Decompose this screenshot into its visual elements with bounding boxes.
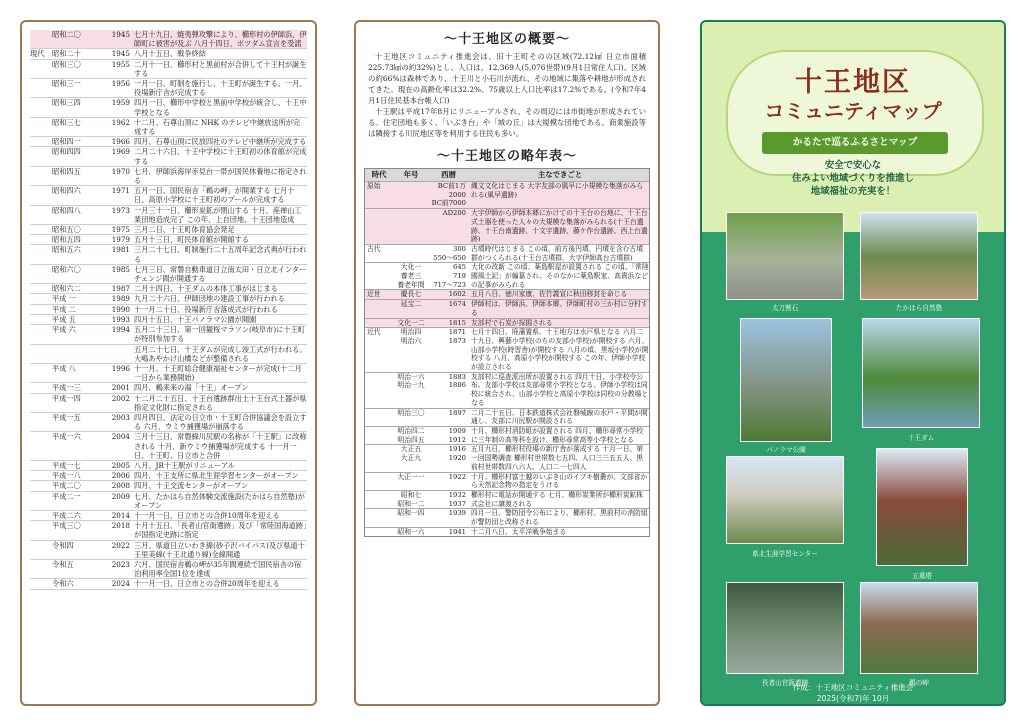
chronology-era [365, 528, 391, 537]
timeline-era [30, 98, 52, 116]
chronology-era: 近代 [367, 328, 381, 337]
chronology-event: 十月、櫛形村消防組が設置される 四月、櫛形尋常小学校に三年制の高等科を設け、櫛形尋常高等小学校となる [471, 426, 644, 444]
chronology-event: 伊師村は、伊師浜、伊師本郷、伊師町村の三か村に分村する [471, 300, 648, 317]
timeline-year: 昭和六二 [52, 284, 81, 294]
cover-title-1: 十王地区 [795, 67, 911, 98]
timeline-event: 十一月二十日、役場新庁舎落成式が行われる [134, 304, 278, 314]
timeline-row [30, 186, 307, 205]
cover-panel [700, 20, 1006, 706]
timeline-year: 昭和五六 [52, 245, 81, 255]
chronology-header [365, 169, 649, 181]
timeline-era [30, 265, 52, 283]
photo-kenpoku-learning-center [726, 456, 844, 544]
chronology-year: 明治四 明治六 [400, 328, 422, 345]
timeline-ad: 2014 [111, 510, 130, 520]
timeline-year: 昭和三〇 [52, 59, 81, 69]
overview-panel [354, 20, 660, 706]
caption-unomisaki: 鵜の岬 [909, 679, 929, 687]
timeline-year: 昭和三一 [52, 79, 81, 89]
timeline-era: 現代 [30, 49, 45, 59]
timeline-row [30, 394, 307, 413]
timeline-year: 平成一七 [52, 460, 81, 470]
timeline-row [30, 521, 307, 540]
caption-five-story-pagoda: 五重塔 [912, 572, 932, 580]
timeline-row [30, 383, 307, 393]
timeline-year: 平成 八 [52, 363, 76, 373]
timeline-era [30, 315, 52, 324]
chronology-year: 明治四二 明治四五 [397, 426, 425, 444]
timeline-event: 三月二十七日、町制施行二十五周年記念式典が行われる [134, 245, 307, 264]
timeline-row [30, 137, 307, 147]
timeline-ad: 1979 [111, 235, 130, 245]
timeline-ad: 1990 [111, 304, 130, 314]
timeline-year: 昭和三七 [52, 117, 81, 127]
timeline-era [30, 461, 52, 470]
timeline-era [30, 492, 52, 510]
timeline-year: 平成一三 [52, 383, 81, 393]
timeline-year: 平成 二 [52, 304, 76, 314]
timeline-ad: 2022 [111, 540, 130, 550]
timeline-row [30, 265, 307, 284]
caption-juo-dam: 十王ダム [907, 434, 935, 442]
chronology-era [365, 300, 391, 317]
chronology-ad: 1871 1873 [448, 328, 466, 345]
timeline-ad: 1955 [111, 59, 130, 69]
chronology-year: 明治一六 明治一九 [397, 372, 425, 390]
timeline-ad: 1996 [111, 363, 130, 373]
timeline-row [30, 579, 307, 589]
photo-tachiwari-ishi [726, 212, 844, 300]
timeline-event: 七月、たかはら自然体験交流施設(たかはら自然塾)がオープン [134, 491, 305, 510]
timeline-ad: 2001 [111, 383, 130, 393]
chronology-event: 五月九日、櫛形村役場の新庁舎が落成する 十月一日、第一回国勢調査 櫛形村世帯数七五四、人口三三五五人、黒前村世帯数四八六人、人口二一七四人 [471, 445, 644, 471]
timeline-ad: 1970 [111, 166, 130, 176]
timeline-event: 十二月、石尊山頂に NHK のテレビ中継放送所が完成する [134, 117, 301, 137]
timeline-event: 六月、国民宿舎鵜の岬が35年間連続で国民宿舎の宿泊利用率全国1位を達成 [134, 559, 302, 579]
photo-takahara-shizenjuku [860, 212, 978, 300]
timeline-era [30, 345, 52, 363]
chronology-year: 慶長七 [400, 290, 422, 299]
caption-chojayama-ruins: 長者山官衙遺跡 [761, 679, 809, 687]
timeline-year: 平成 六 [52, 325, 76, 335]
chronology-year [391, 209, 431, 244]
chronology-ad: 1674 [448, 300, 466, 309]
chronology-row [365, 244, 649, 262]
timeline-year: 昭和五〇 [52, 225, 81, 235]
timeline-row [30, 49, 307, 59]
timeline-year: 昭和四一 [52, 137, 81, 147]
timeline-era [30, 364, 52, 382]
timeline-ad: 2008 [111, 481, 130, 491]
timeline-row [30, 511, 307, 521]
chronology-era [365, 509, 391, 526]
timeline-row [30, 481, 307, 491]
chronology-row [365, 181, 649, 208]
chronology-row [365, 318, 649, 328]
timeline-event: 十一月一日、日立市との合併20周年を迎える [134, 579, 280, 589]
timeline-event: 十一月一日、日立市との合併10周年を迎える [134, 510, 280, 520]
timeline-year: 昭和五四 [52, 235, 81, 245]
timeline-event: 二月二十六日、十王中学校に十王町初の体育館が完成する [134, 147, 307, 166]
photo-unomisaki [860, 582, 978, 674]
overview-title: 〜十王地区の概要〜 [443, 32, 570, 47]
timeline-panel-left [20, 20, 317, 706]
timeline-era [30, 206, 52, 224]
timeline-era [30, 511, 52, 520]
timeline-event: 七月十九日、焼夷弾攻撃により、櫛形村の伊師浜、伊師町に被害が及ぶ 八月十四日、ポツダム宣言を受諾 [134, 30, 307, 49]
timeline-year: 昭和四八 [52, 205, 81, 215]
timeline-event: 一月三十一日、櫛形炭鉱が閉山する 十月、座禅山工業団地造成完了 この年、上自団地、十王団地造成 [134, 205, 302, 224]
chronology-ad: 1922 [448, 472, 466, 481]
timeline-event: 七月、伊師浜海岸赤見台一帯が国民休養地に指定される [134, 166, 307, 186]
photo-panorama-park [740, 318, 832, 442]
footer-author: 作成：十王地区コミュニティ推進会 [792, 683, 914, 692]
timeline-row [30, 560, 307, 579]
timeline-era [30, 560, 52, 578]
chronology-ad: 1941 [448, 527, 466, 536]
caption-kenpoku-learning-center: 県北生涯学習センター [752, 550, 818, 558]
chronology-year: 明治三〇 [397, 408, 425, 417]
timeline-row [30, 147, 307, 166]
timeline-era [30, 60, 52, 78]
timeline-ad: 1989 [111, 294, 130, 304]
chronology-row [365, 527, 649, 537]
timeline-ad: 1969 [111, 147, 130, 157]
timeline-event: 二月十四日、十王ダムの本体工事がはじまる [134, 284, 278, 294]
timeline-year: 平成 五 [52, 314, 76, 324]
chronology-ad: BC前1万2000 BC前7000 [431, 182, 466, 208]
timeline-row [30, 118, 307, 137]
timeline-era [30, 481, 52, 490]
chronology-event: 縄文文化はじまる 大字友部の風早に小規模な集落がみられる(風早遺跡) [471, 182, 644, 199]
subtitle-ribbon: かるたで巡るふるさとマップ [762, 132, 948, 154]
timeline-row [30, 345, 307, 364]
timeline-era [30, 305, 52, 314]
timeline-row [30, 225, 307, 235]
timeline-era [30, 325, 52, 343]
timeline-era [30, 167, 52, 185]
timeline-year: 令和五 [52, 559, 74, 569]
timeline-year: 昭和六〇 [52, 264, 81, 274]
timeline-event: 三月二日、十王町体育協会発足 [134, 225, 235, 235]
chronology-row [365, 490, 649, 508]
timeline-era [30, 432, 52, 460]
timeline-row [30, 284, 307, 294]
timeline-era [30, 394, 52, 412]
chronology-row [365, 208, 649, 244]
chronology-row [365, 508, 649, 526]
timeline-year: 平成 一 [52, 294, 76, 304]
timeline-ad: 1959 [111, 98, 130, 108]
timeline-year: 平成一五 [52, 412, 81, 422]
overview-paragraph-1: 十王地区コミュニティ推進会は、旧十王町そのの区域(72.12㎢ 日立市面積225.73㎢の約32%)とし、人口は、12,369人(5,076世帯)(9月1日常住人口)、区域の約66%は森林であり、十王川と小石川が流れ、その地域に集落や耕地が形成されてきた。現在の高齢化率は32.2%、75歳以上人口比率は17.2%である。(令和7年4月1日住民基本台帳人口) [368, 52, 646, 105]
timeline-year: 昭和四四 [52, 147, 81, 157]
timeline-era [30, 235, 52, 244]
timeline-event: 十月十五日、「長者山官衙遺跡」及び「常陸国海道跡」が国指定史跡に指定 [134, 521, 307, 540]
overview-paragraph-2: 十王駅は平成17年8月にリニューアルされ、その周辺には市街地が形成されている。住宅団地も多く、「いぶき台」や「城の丘」は大規模な団地である。商業施設等は隣接する川尻地区等を利用する住民も多い。 [368, 107, 646, 138]
timeline-year: 昭和四五 [52, 166, 81, 176]
tagline-1: 安全で安心な [824, 160, 882, 171]
chronology-row [365, 372, 649, 408]
timeline-ad: 1945 [111, 49, 130, 59]
timeline-era [30, 225, 52, 234]
timeline-year: 平成二一 [52, 491, 81, 501]
chronology-row [365, 444, 649, 471]
timeline-era [30, 521, 52, 539]
header-era: 時代 [371, 170, 387, 179]
timeline-ad: 2003 [111, 412, 130, 422]
timeline-ad: 2004 [111, 432, 130, 442]
header-event: 主なできごと [537, 170, 583, 179]
chronology-year [391, 182, 431, 208]
timeline-row [30, 60, 307, 79]
chronology-era [365, 445, 391, 471]
timeline-ad: 2018 [111, 521, 130, 531]
timeline-row [30, 98, 307, 117]
timeline-era [30, 245, 52, 263]
chronology-year: 大正一一 [397, 472, 425, 481]
chronology-ad: 645 719 717〜723 [433, 263, 466, 289]
timeline-year: 平成一四 [52, 393, 81, 403]
chronology-era: 原始 [367, 182, 381, 190]
timeline-era [30, 284, 52, 293]
timeline-era [30, 186, 52, 204]
timeline-ad: 1956 [111, 79, 130, 89]
chronology-year: 大化一 養老三 養老年間 [397, 263, 425, 289]
chronology-ad: 1932 1937 [448, 490, 466, 508]
timeline-ad: 1962 [111, 117, 130, 127]
timeline-era [30, 294, 52, 303]
timeline-row [30, 325, 307, 344]
timeline-ad: 2024 [111, 579, 130, 589]
chronology-row [365, 327, 649, 372]
timeline-year [52, 345, 106, 363]
chronology-year: 昭和七 昭和一二 [397, 490, 425, 508]
chronology-ad: 1815 [448, 318, 466, 327]
timeline-year: 昭和四六 [52, 186, 81, 196]
timeline-ad: 1987 [111, 284, 130, 294]
photo-juo-dam [862, 318, 980, 428]
timeline-event: 四月、鵜来来の湯「十王」オープン [134, 383, 249, 393]
chronology-era [365, 373, 391, 408]
timeline-era [30, 383, 52, 392]
timeline-ad: 2006 [111, 471, 130, 481]
cover-title-2: コミュニティマップ [764, 99, 942, 123]
chronology-event: 十二月八日、太平洋戦争始まる [471, 527, 567, 536]
chronology-ad: 1939 [448, 509, 466, 518]
caption-tachiwari-ishi: 太刀割石 [771, 304, 799, 312]
footer-date: 2025(令和7)年 10月 [816, 694, 890, 703]
timeline-year: 令和四 [52, 540, 74, 550]
chronology-row [365, 262, 649, 289]
timeline-era [30, 118, 52, 136]
timeline-event: 四月、十王交流センターがオープン [134, 481, 249, 491]
timeline-year: 平成一八 [52, 471, 81, 481]
timeline-event: 九月二十六日、伊師団地の建設工事が行われる [134, 294, 285, 304]
chronology-ad: 300 550〜650 [433, 244, 466, 262]
chronology-row [365, 408, 649, 426]
timeline-year: 昭和二十 [52, 49, 81, 59]
timeline-event: 八月、JR十王駅がリニューアル [134, 460, 235, 470]
caption-takahara-shizenjuku: たかはら自然塾 [895, 304, 943, 312]
timeline-event: 二月十一日、櫛形村と黒前村が合併して十王村が誕生する [134, 59, 307, 78]
chronology-event: 古墳時代はじまる この頃、前方後円墳、円墳を含む古墳群がつくられる(十王台古墳群、大字伊師高台古墳群) [471, 244, 644, 262]
timeline-ad: 2005 [111, 460, 130, 470]
timeline-era [30, 79, 52, 97]
chronology-row [365, 472, 649, 490]
chronology-ad: AD200 [442, 209, 466, 218]
timeline-event: 一月一日、町制を施行し、十王町が誕生する。一月、役場新庁舎が完成する [134, 79, 307, 98]
chronology-era: 古代 [367, 244, 381, 253]
timeline-event: 四月四日、法定の日立市・十王町合併協議会を設立する 六月、ウミウ捕獲場が崩落する [134, 412, 307, 432]
timeline-event: 八月十五日、戦争終結 [134, 49, 206, 59]
timeline-list [30, 30, 307, 696]
timeline-row [30, 206, 307, 225]
timeline-row [30, 167, 307, 186]
timeline-event: 七月三日、常磐自動車道日立南太田・日立北インターチェンジ間が開通する [134, 264, 307, 284]
chronology-year: 文化一二 [397, 318, 425, 327]
chronology-event: 友部村に巡査派出所が設置される 四月十日、小学校令公布。友部小学校は友部尋常小学校となる。伊師小学校は同校に統合され、山部小学校と高原小学校は同校の分教場となる [471, 372, 649, 407]
chronology-era [365, 491, 391, 508]
chronology-year: 昭和一六 [397, 527, 425, 536]
timeline-row [30, 492, 307, 511]
chronology-event: 二月二十五日、日本鉄道株式会社磐城線の水戸・平間が開通し、友部に川尻駅が開設される [471, 408, 648, 426]
timeline-row [30, 30, 307, 49]
chronology-era [365, 209, 391, 244]
chronology-era [365, 473, 391, 490]
timeline-year: 令和六 [52, 579, 74, 589]
timeline-ad: 1945 [111, 30, 130, 39]
timeline-event: 三月、県道日立いわき線(砂子沢バイパス)及び県道十王里美線(十王北通り線)全線開通 [134, 540, 305, 559]
timeline-event: 十二月二十五日、十王台遺跡群出土十王台式土器が県指定文化財に指定される [134, 393, 307, 412]
timeline-ad: 2009 [111, 491, 130, 501]
timeline-ad: 1981 [111, 245, 130, 255]
timeline-row [30, 235, 307, 245]
chronology-era [365, 263, 391, 289]
tagline-2: 住みよい地域づくりを推進し [792, 173, 914, 184]
timeline-row [30, 541, 307, 560]
chronology-year: 大正五 大正九 [400, 445, 422, 463]
timeline-ad: 1966 [111, 137, 130, 147]
timeline-row [30, 471, 307, 481]
timeline-row [30, 305, 307, 315]
timeline-row [30, 79, 307, 98]
timeline-era [30, 471, 52, 480]
timeline-event: 十一月、十王町総合健康福祉センターが完成(十二月一日から業務開始) [134, 363, 302, 383]
chronology-row [365, 299, 649, 317]
chronology-ad: 1909 1912 [448, 426, 466, 444]
timeline-ad: 2002 [111, 393, 130, 403]
timeline-event: 五月二十七日、十王ダムが完成し竣工式が行われる。大嶋あやかけ山橋などが整備される [134, 344, 307, 363]
chronology-year [391, 245, 431, 262]
timeline-era [30, 30, 52, 48]
chronology-title: 〜十王地区の略年表〜 [436, 149, 577, 164]
chronology-event: 友部村で石炭が採掘される [471, 318, 553, 327]
tagline-3: 地域福祉の充実を！ [810, 186, 896, 197]
chronology-event: 櫛形村に電話が開通する 七月、櫛形炭業所が櫛形炭鉱株式会社に譲渡される [471, 490, 644, 508]
chronology-row [365, 289, 649, 299]
timeline-row [30, 294, 307, 304]
timeline-event: 三月十三日、常磐線川尻駅の名称が「十王駅」に改称される 十月、新ウミウ捕獲場が完成する 十一月一日、十王町、日立市と合併 [134, 432, 307, 460]
timeline-event: 四月十五日、十王パノラマ公園が開園 [134, 314, 257, 324]
timeline-row [30, 364, 307, 383]
timeline-row [30, 315, 307, 325]
timeline-row [30, 461, 307, 471]
timeline-year: 平成一六 [52, 432, 81, 442]
chronology-ad: 1883 1886 [448, 372, 466, 390]
timeline-era [30, 137, 52, 146]
chronology-event: 大化の改新 この頃、薬島駅屋が設置される この頃、「常陸國風土記」が編纂され、そのなかに薬島駅家、高貴浜などの記事がみられる [471, 263, 649, 289]
chronology-era: 近世 [367, 290, 381, 299]
timeline-ad: 1971 [111, 186, 130, 196]
chronology-table [364, 168, 650, 537]
timeline-era [30, 413, 52, 431]
header-year: 年号 [403, 170, 419, 179]
timeline-event: 四月一日、櫛形中学校と黒前中学校が統合し、十王中学校となる [134, 98, 307, 117]
timeline-era [30, 147, 52, 165]
chronology-ad: 1602 [448, 290, 466, 299]
timeline-row [30, 245, 307, 264]
chronology-row [365, 426, 649, 444]
timeline-event: 五月一日、国民宿舎「鵜の岬」が開業する 七月十日、高原小学校に十王町初のプールが完成する [134, 186, 295, 205]
timeline-event: 五月十三日、町民体育館が開館する [134, 235, 250, 245]
timeline-year: 平成二〇 [52, 481, 81, 491]
timeline-event: 四月、十王支所に県北生涯学習センターがオープン [134, 471, 299, 481]
timeline-ad [106, 345, 134, 363]
timeline-era [30, 541, 52, 559]
timeline-ad: 1973 [111, 205, 130, 215]
timeline-year: 昭和三四 [52, 98, 81, 108]
chronology-ad: 1916 1920 [448, 445, 466, 463]
header-ad: 西暦 [441, 170, 456, 179]
chronology-event: 大字伊師から伊師本郷にかけての十王台の台地に、十王台式土器を使った人々の大規模な集落がみられる(十王台遺跡、十王台南遺跡、十文字遺跡、藤ケ作台遺跡、西上台遺跡) [471, 209, 648, 244]
timeline-event: 五月二十三日、第一回観桜マラソン(岐阜市)に十王町が特別参加する [134, 325, 305, 344]
chronology-era [365, 427, 391, 444]
timeline-row [30, 432, 307, 461]
timeline-year: 平成三〇 [52, 521, 81, 531]
chronology-body [365, 181, 649, 536]
chronology-era [365, 409, 391, 426]
chronology-year: 延宝二 [400, 300, 422, 309]
timeline-ad: 2023 [111, 559, 130, 569]
photo-chojayama-ruins [726, 582, 844, 674]
timeline-ad: 1975 [111, 225, 130, 235]
chronology-ad: 1897 [448, 408, 466, 417]
chronology-event: 十月、櫛形村富士越のいぶき山のイブキ樹叢が、文部省から天然記念物の指定をうける [471, 472, 648, 490]
caption-panorama-park: パノラマ公園 [766, 446, 806, 454]
chronology-event: 五月八日、徳川家康、佐竹義宣に秋田移封を命じる [471, 290, 628, 299]
timeline-ad: 1985 [111, 264, 130, 274]
timeline-ad: 1994 [111, 325, 130, 335]
timeline-era [30, 579, 52, 588]
chronology-event: 四月一日、警防団令公布により、櫛形村、黒前村の消防組が警防団と改称される [471, 509, 648, 527]
photo-five-story-pagoda [876, 448, 968, 566]
timeline-row [30, 413, 307, 432]
timeline-event: 四月、石尊山頂に民放四社のテレビ中継所が完成する [134, 137, 307, 147]
timeline-year: 昭和二〇 [52, 30, 81, 39]
chronology-year: 昭和一四 [397, 509, 425, 518]
chronology-event: 七月十四日、廃藩置県、十王地方は水戸県となる 六月二十九日、興藝小学校(のちの友部小学校)が開校する 六月、山部小学校(時習舎)が開校する 八月の頃、黒坂小学校が開校する 八月、高原小学校が開校する この年、伊師小学校が設立される [471, 328, 649, 372]
timeline-year: 平成二六 [52, 510, 81, 520]
timeline-ad: 1993 [111, 314, 130, 324]
chronology-era [365, 319, 391, 328]
